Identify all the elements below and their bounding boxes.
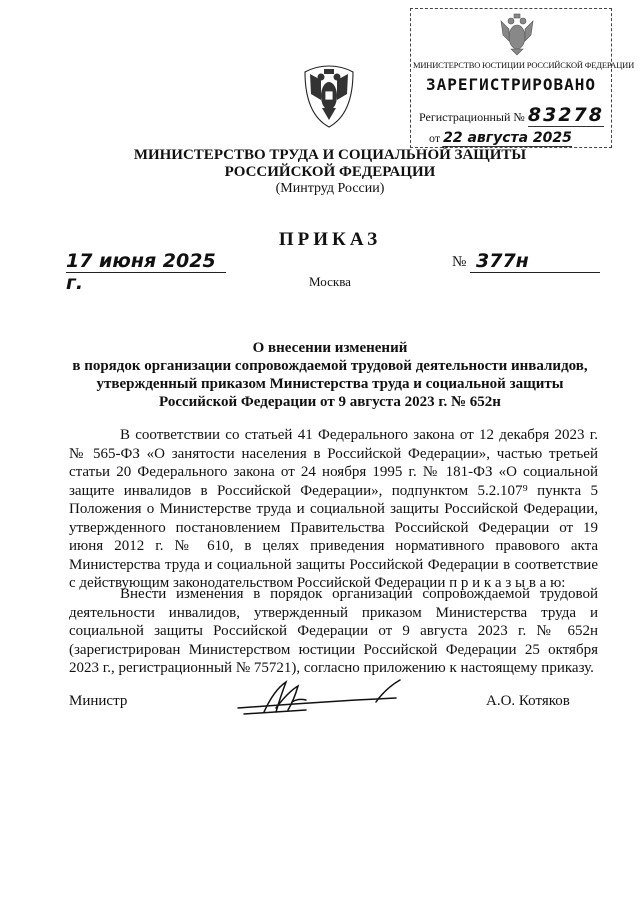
- stamp-date-row: [429, 130, 572, 146]
- order-number-label: №: [452, 254, 467, 270]
- body-paragraph-1: В соответствии со статьей 41 Федерального закона от 12 декабря 2023 г. № 565-ФЗ «О занятости населения в Российской Федерации», частью третьей статьи 20 Федерального закона от 24 ноября 1995 г. № 181-ФЗ «О социальной защите инвалидов в Российской Федерации», подпунктом 5.2.107⁹ пункта 5 Положения о Министерстве труда и социальной защиты Российской Федерации, утвержденного постановлением Правительства Российской Федерации от 19 июня 2012 г. № 610, в целях приведения нормативного правового акта Министерства труда и социальной защиты Российской Федерации в соответствие с действующим законодательством Российской Федерации п р и к а з ы в а ю:: [69, 427, 598, 591]
- doc-type-heading: ПРИКАЗ: [278, 229, 382, 250]
- city: Москва: [309, 274, 351, 289]
- signature-icon: [236, 678, 406, 718]
- stamp-reg-row: [419, 104, 604, 126]
- order-title: [0, 339, 640, 411]
- stamp-ministry-line: МИНИСТЕРСТВО ЮСТИЦИИ РОССИЙСКОЙ ФЕДЕРАЦИИ: [413, 60, 635, 70]
- order-number-field: [470, 250, 600, 273]
- stamp-status: ЗАРЕГИСТРИРОВАНО: [425, 75, 597, 94]
- ministry-line-2: РОССИЙСКОЙ ФЕДЕРАЦИИ: [224, 164, 436, 180]
- title-line-2: в порядок организации сопровождаемой трудовой деятельности инвалидов,: [72, 358, 588, 374]
- order-date: 17 июня 2025 г.: [66, 250, 216, 294]
- stamp-reg-number: 83278: [527, 104, 604, 126]
- body-paragraph-2: Внести изменения в порядок организации сопровождаемой трудовой деятельности инвалидов, утвержденный приказом Министерства труда и социальной защиты Российской Федерации от 9 августа 2023 г. № 652н (зарегистрирован Министерством юстиции Российской Федерации 25 октября 2023 г., регистрационный № 75721), согласно приложению к настоящему приказу.: [69, 586, 598, 676]
- order-number: 377н: [476, 250, 529, 272]
- title-line-3: утвержденный приказом Министерства труда и социальной защиты: [96, 376, 564, 392]
- signatory-name: А.О. Котяков: [486, 693, 570, 709]
- stamp-date-value: 22 августа 2025: [443, 130, 572, 146]
- title-line-4: Российской Федерации от 9 августа 2023 г. № 652н: [159, 394, 501, 410]
- order-date-field: [66, 250, 226, 294]
- signatory-position: Министр: [69, 693, 128, 709]
- stamp-emblem-icon: [499, 13, 535, 57]
- stamp-reg-label: Регистрационный №: [419, 110, 525, 124]
- coat-of-arms-icon: [302, 62, 356, 130]
- ministry-line-1: МИНИСТЕРСТВО ТРУДА И СОЦИАЛЬНОЙ ЗАЩИТЫ: [133, 147, 527, 163]
- ministry-short-name: (Минтруд России): [275, 181, 385, 196]
- stamp-date-prefix: от: [429, 131, 441, 145]
- registration-stamp: [410, 8, 635, 148]
- title-line-1: О внесении изменений: [252, 340, 408, 356]
